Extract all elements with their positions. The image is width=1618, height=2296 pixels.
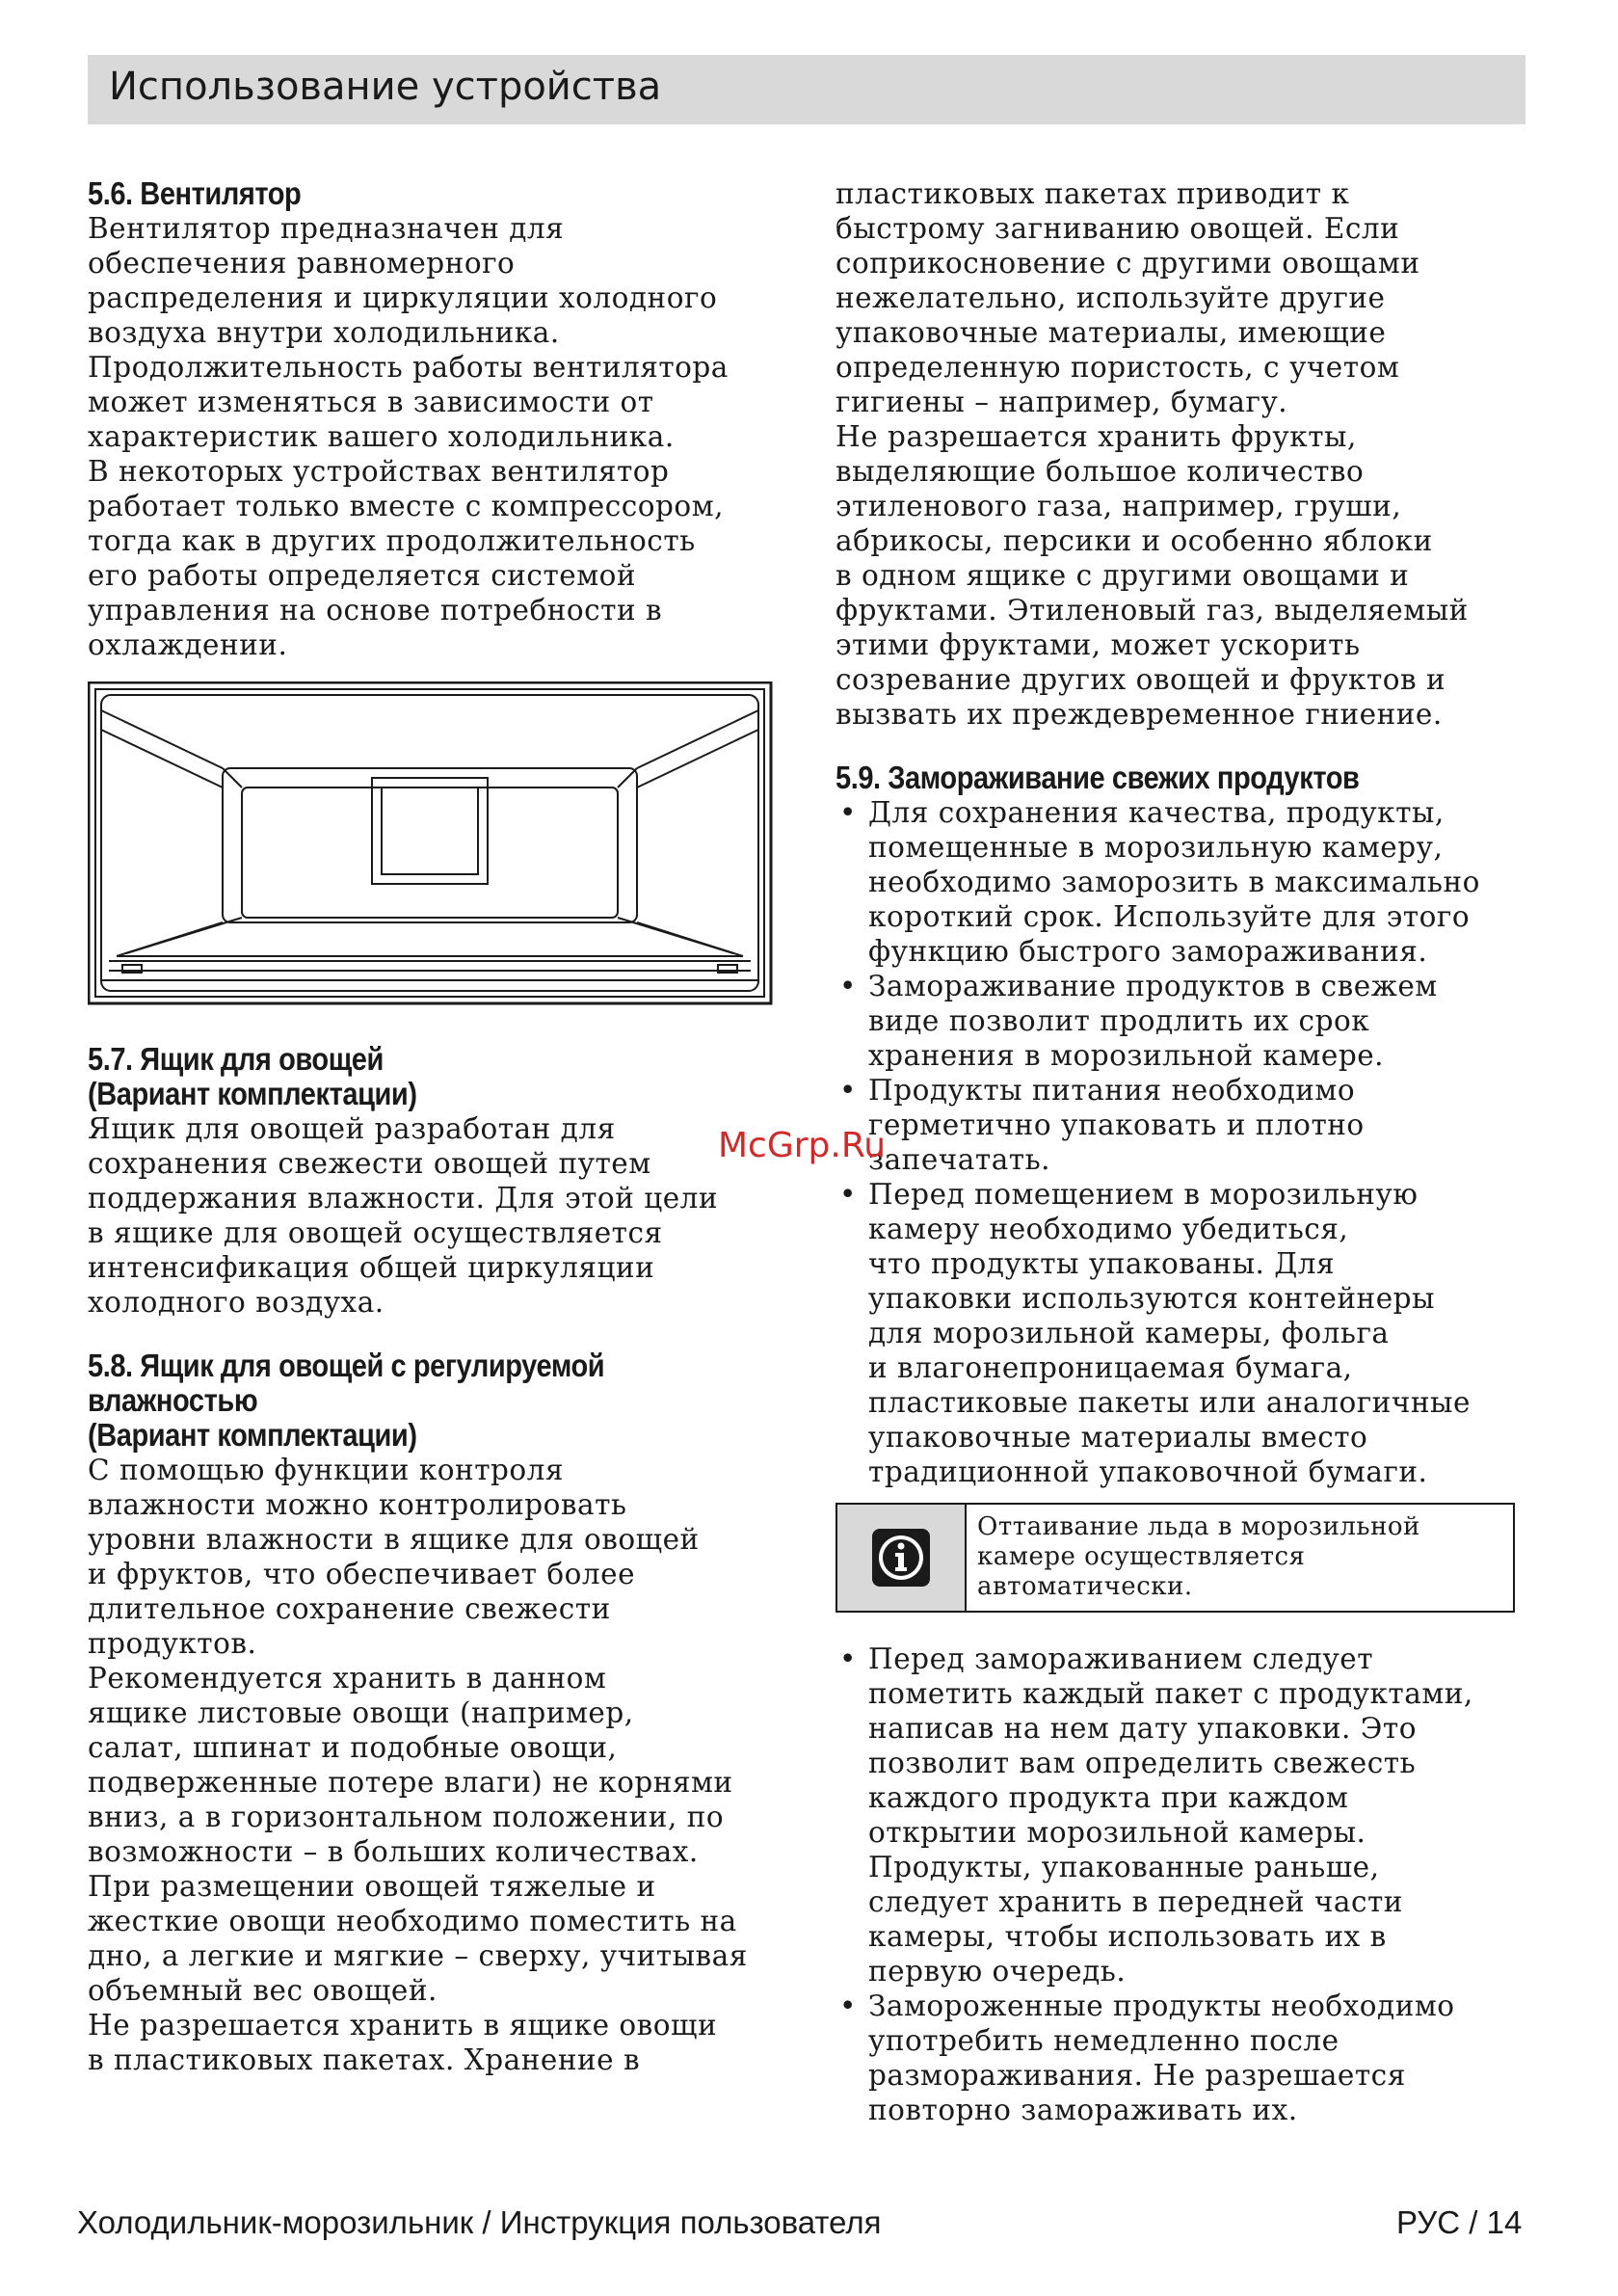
text-line: виде позволит продлить их срок (868, 1004, 1370, 1037)
text-line: Перед помещением в морозильную (868, 1178, 1419, 1211)
text-line: пометить каждый пакет с продуктами, (868, 1677, 1473, 1710)
section-body (88, 211, 782, 662)
text-line: может изменяться в зависимости от (88, 386, 654, 418)
text-line: характеристик вашего холодильника. (88, 420, 675, 453)
text-line: Продукты, упакованные раньше, (868, 1851, 1380, 1883)
text-line: Замороженные продукты необходимо (868, 1989, 1455, 2022)
text-line: Продолжительность работы вентилятора (88, 351, 729, 384)
info-note-box (836, 1503, 1515, 1613)
text-line: подверженные потере влаги) не корнями (88, 1766, 733, 1799)
text-line: камеру необходимо убедиться, (868, 1213, 1349, 1245)
text-line: написав на нем дату упаковки. Это (868, 1712, 1417, 1745)
right-column-lower (836, 1642, 1529, 2127)
text-line: упаковочные материалы вместо (868, 1421, 1368, 1454)
text-line: Продукты питания необходимо (868, 1074, 1356, 1107)
text-line: При размещении овощей тяжелые и (88, 1870, 656, 1903)
text-line: камеры, чтобы использовать их в (868, 1920, 1387, 1953)
right-column (836, 176, 1529, 1489)
text-line: фруктами. Этиленовый газ, выделяемый (836, 594, 1469, 627)
text-line: абрикосы, персики и особенно яблоки (836, 524, 1433, 557)
text-line: Вентилятор предназначен для (88, 212, 565, 245)
text-line: салат, шпинат и подобные овощи, (88, 1731, 618, 1764)
page-title: Использование устройства (109, 65, 662, 109)
text-line: созревание других овощей и фруктов и (836, 663, 1446, 696)
bullet-list (836, 795, 1529, 1489)
text-line: ящике листовые овощи (например, (88, 1696, 634, 1729)
text-line: нежелательно, используйте другие (836, 281, 1386, 314)
text-line: традиционной упаковочной бумаги. (868, 1455, 1428, 1488)
text-line: позволит вам определить свежесть (868, 1747, 1417, 1779)
list-item (836, 1177, 1529, 1489)
text-line: что продукты упакованы. Для (868, 1247, 1336, 1280)
text-line: гигиены – например, бумагу. (836, 386, 1288, 418)
text-line: работает только вместе с компрессором, (88, 490, 725, 522)
bullet-icon: • (839, 1642, 857, 1675)
text-line: Рекомендуется хранить в данном (88, 1662, 607, 1695)
section-title: 5.9. Замораживание свежих продуктов (836, 760, 1360, 795)
text-line: автоматически. (977, 1572, 1193, 1601)
text-line: холодного воздуха. (88, 1286, 385, 1319)
section-title-cont: влажностью (88, 1382, 258, 1418)
text-line: Для сохранения качества, продукты, (868, 796, 1445, 829)
text-line: воздуха внутри холодильника. (88, 316, 560, 349)
section-5-8 (88, 1348, 782, 2077)
fridge-interior-drawing (88, 681, 774, 1005)
text-line: открытии морозильной камеры. (868, 1816, 1366, 1849)
bullet-list (836, 1642, 1529, 2127)
text-line: Ящик для овощей разработан для (88, 1112, 616, 1145)
left-column-lower (88, 1042, 782, 2077)
text-line: этиленового газа, например, груши, (836, 490, 1402, 522)
info-icon (870, 1527, 932, 1589)
watermark: McGrp.Ru (718, 1126, 887, 1165)
bullet-icon: • (839, 970, 857, 1002)
text-line: вниз, а в горизонтальном положении, по (88, 1801, 725, 1833)
text-line: поддержания влажности. Для этой цели (88, 1182, 719, 1215)
text-line: В некоторых устройствах вентилятор (88, 455, 670, 488)
text-line: упаковочные материалы, имеющие (836, 316, 1387, 349)
continued-text (836, 176, 1529, 732)
text-line: этими фруктами, может ускорить (836, 628, 1361, 661)
text-line: соприкосновение с другими овощами (836, 247, 1420, 280)
list-item (836, 795, 1529, 969)
text-line: определенную пористость, с учетом (836, 351, 1400, 384)
text-line: функцию быстрого замораживания. (868, 935, 1428, 968)
bullet-icon: • (839, 1178, 857, 1211)
list-item (836, 1642, 1529, 1989)
text-line: повторно замораживать их. (868, 2094, 1298, 2126)
list-item (836, 1073, 1529, 1177)
text-line: Оттаивание льда в морозильной (977, 1512, 1420, 1541)
bullet-icon: • (839, 1074, 857, 1107)
section-5-6 (88, 176, 782, 662)
text-line: выделяющие большое количество (836, 455, 1365, 488)
section-subtitle: (Вариант комплектации) (88, 1076, 417, 1111)
section-title: 5.7. Ящик для овощей (88, 1041, 384, 1077)
footer-page-number: РУС / 14 (1396, 2204, 1523, 2240)
text-line: охлаждении. (88, 628, 288, 661)
text-line: для морозильной камеры, фольга (868, 1317, 1390, 1349)
info-icon-cell (837, 1505, 967, 1611)
text-line: употребить немедленно после (868, 2024, 1339, 2057)
text-line: пластиковые пакеты или аналогичные (868, 1386, 1471, 1419)
text-line: в одном ящике с другими овощами и (836, 559, 1410, 592)
text-line: дно, а легкие и мягкие – сверху, учитывая (88, 1939, 748, 1972)
bullet-icon: • (839, 796, 857, 829)
text-line: в пластиковых пакетах. Хранение в (88, 2043, 641, 2076)
header-bar (88, 55, 1525, 124)
footer-document-title: Холодильник-морозильник / Инструкция пользователя (77, 2204, 882, 2240)
text-line: запечатать. (868, 1143, 1051, 1176)
left-column (88, 176, 782, 662)
list-item (836, 969, 1529, 1073)
bullet-icon: • (839, 1989, 857, 2022)
text-line: следует хранить в передней части (868, 1885, 1403, 1918)
text-line: камере осуществляется (977, 1542, 1306, 1571)
text-line: объемный вес овощей. (88, 1974, 438, 2007)
text-line: каждого продукта при каждом (868, 1781, 1349, 1814)
text-line: упаковки используются контейнеры (868, 1282, 1436, 1315)
text-line: вызвать их преждевременное гниение. (836, 698, 1443, 731)
text-line: в ящике для овощей осуществляется (88, 1216, 663, 1249)
text-line: размораживания. Не разрешается (868, 2059, 1406, 2092)
text-line: короткий срок. Используйте для этого (868, 900, 1471, 933)
info-note-text (977, 1512, 1420, 1602)
text-line: и влагонепроницаемая бумага, (868, 1351, 1353, 1384)
section-title: 5.8. Ящик для овощей с регулируемой (88, 1348, 605, 1383)
text-line: С помощью функции контроля (88, 1454, 565, 1486)
text-line: Замораживание продуктов в свежем (868, 970, 1438, 1002)
text-line: быстрому загниванию овощей. Если (836, 212, 1400, 245)
section-5-9 (836, 761, 1529, 1489)
text-line: возможности – в больших количествах. (88, 1835, 699, 1868)
text-line: необходимо заморозить в максимально (868, 866, 1480, 898)
text-line: продуктов. (88, 1627, 257, 1660)
fridge-fan-illustration (88, 681, 774, 1005)
text-line: Не разрешается хранить в ящике овощи (88, 2009, 718, 2042)
section-5-7 (88, 1042, 782, 1320)
text-line: его работы определяется системой (88, 559, 637, 592)
text-line: помещенные в морозильную камеру, (868, 831, 1444, 864)
text-line: влажности можно контролировать (88, 1488, 627, 1521)
text-line: герметично упаковать и плотно (868, 1108, 1365, 1141)
section-subtitle: (Вариант комплектации) (88, 1417, 417, 1453)
text-line: сохранения свежести овощей путем (88, 1147, 651, 1180)
text-line: обеспечения равномерного (88, 247, 516, 280)
text-line: первую очередь. (868, 1955, 1127, 1988)
text-line: интенсификация общей циркуляции (88, 1251, 655, 1284)
text-line: распределения и циркуляции холодного (88, 281, 718, 314)
list-item (836, 1989, 1529, 2127)
section-title: 5.6. Вентилятор (88, 175, 302, 211)
text-line: тогда как в других продолжительность (88, 524, 696, 557)
text-line: жесткие овощи необходимо поместить на (88, 1905, 737, 1937)
text-line: управления на основе потребности в (88, 594, 663, 627)
text-line: Не разрешается хранить фрукты, (836, 420, 1357, 453)
text-line: длительное сохранение свежести (88, 1592, 611, 1625)
text-line: уровни влажности в ящике для овощей (88, 1523, 700, 1556)
text-line: и фруктов, что обеспечивает более (88, 1558, 636, 1590)
text-line: Перед замораживанием следует (868, 1642, 1374, 1675)
text-line: хранения в морозильной камере. (868, 1039, 1385, 1072)
text-line: пластиковых пакетах приводит к (836, 177, 1350, 210)
